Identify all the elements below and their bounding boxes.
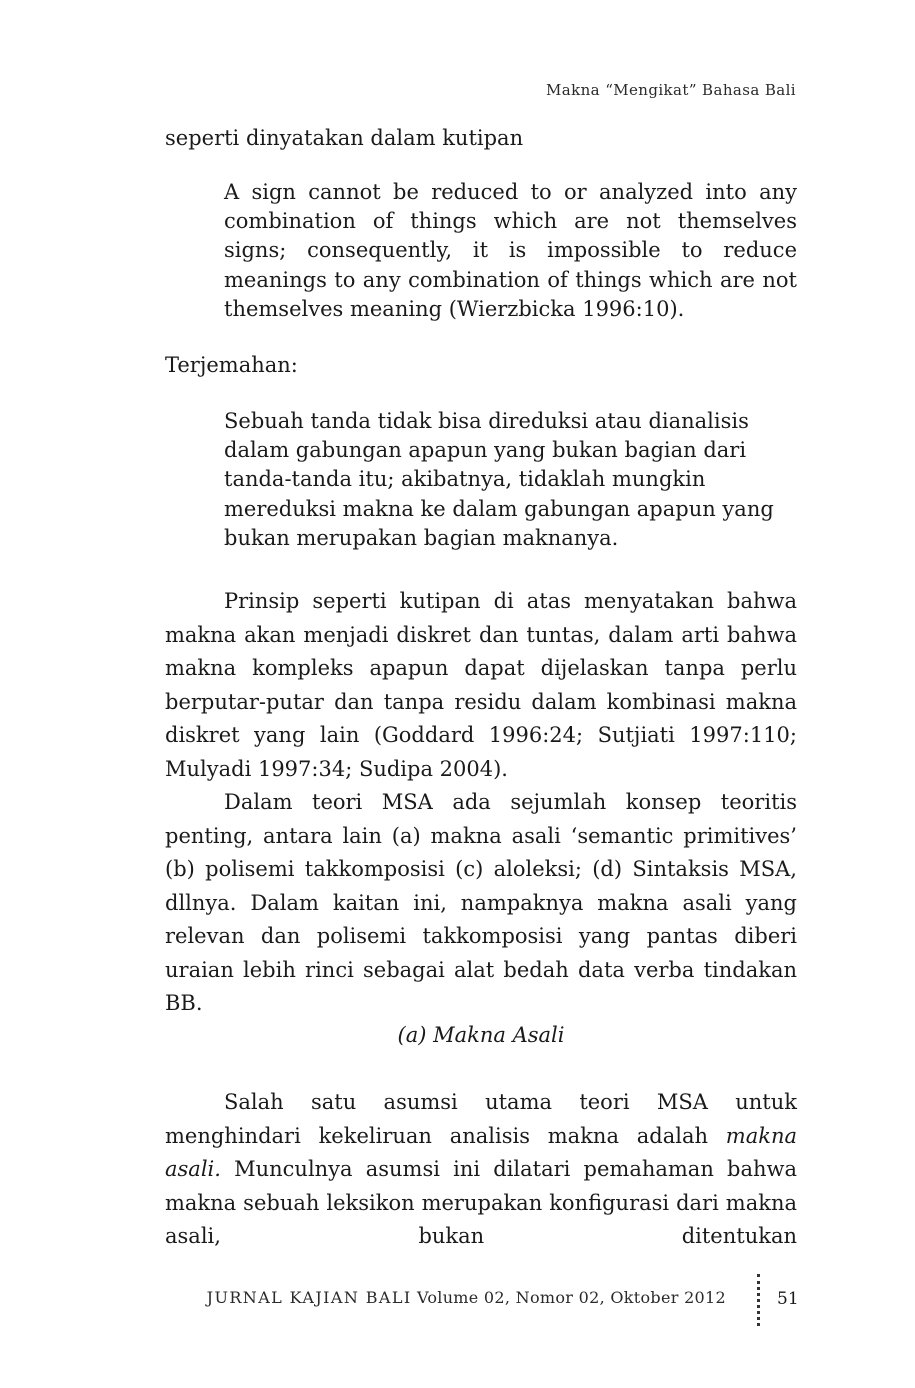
paragraph-1 xyxy=(165,585,797,786)
section-heading: (a) Makna Asali xyxy=(397,1023,565,1047)
running-head: Makna “Mengikat” Bahasa Bali xyxy=(546,81,796,99)
translation-label: Terjemahan: xyxy=(165,353,298,377)
paragraph-3 xyxy=(165,1086,797,1254)
paragraph-1-text: Prinsip seperti kutipan di atas menyatakan bahwa makna akan menjadi diskret dan tuntas, dalam arti bahwa makna kompleks apapun dapat dijelaskan tanpa perlu berputar-putar dan tanpa residu dalam kombinasi makna diskret yang lain (Goddard 1996:24; Sutjiati 1997:110; Mulyadi 1997:34; Sudipa 2004). xyxy=(165,589,797,781)
paragraph-2 xyxy=(165,786,797,1021)
footer-dotted-divider xyxy=(757,1274,760,1326)
footer-citation xyxy=(207,1288,726,1307)
intro-line: seperti dinyatakan dalam kutipan xyxy=(165,126,524,150)
paragraph-3-part-2: Munculnya asumsi ini dilatari pemahaman bahwa makna sebuah leksikon merupakan konfigurasi dari makna asali, bukan ditentukan xyxy=(165,1157,797,1248)
block-quote-english xyxy=(224,178,797,324)
page-number: 51 xyxy=(777,1289,799,1309)
block-quote-translation xyxy=(224,407,797,553)
paragraph-2-text: Dalam teori MSA ada sejumlah konsep teoritis penting, antara lain (a) makna asali ‘semantic primitives’ (b) polisemi takkomposisi (c) aloleksi; (d) Sintaksis MSA, dllnya. Dalam kaitan ini, nampaknya makna asali yang relevan dan polisemi takkomposisi yang pantas diberi uraian lebih rinci sebagai alat bedah data verba tindakan BB. xyxy=(165,790,797,1015)
paragraph-3-part-1: Salah satu asumsi utama teori MSA untuk menghindari kekeliruan analisis makna adalah xyxy=(165,1090,797,1148)
footer-issue: Volume 02, Nomor 02, Oktober 2012 xyxy=(416,1288,726,1307)
quote-translation-text: Sebuah tanda tidak bisa direduksi atau dianalisis dalam gabungan apapun yang bukan bagian dari tanda-tanda itu; akibatnya, tidaklah mungkin mereduksi makna ke dalam gabungan apapun yang bukan merupakan bagian maknanya. xyxy=(224,409,774,550)
paragraph-3-text xyxy=(165,1086,797,1254)
quote-english-text: A sign cannot be reduced to or analyzed into any combination of things which are not themselves signs; consequently, it is impossible to reduce meanings to any combination of things which are not themselves meaning (Wierzbicka 1996:10). xyxy=(224,180,797,321)
footer-journal-name: JURNAL KAJIAN BALI xyxy=(206,1288,412,1307)
paragraph-3-italic-term: makna asali. xyxy=(165,1123,797,1181)
